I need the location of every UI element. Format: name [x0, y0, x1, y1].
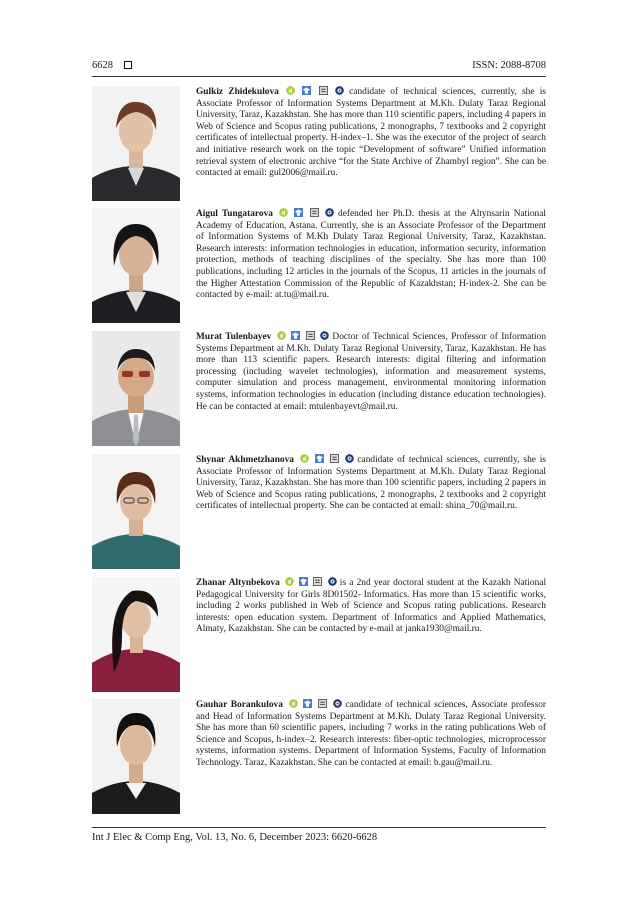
footer-rule — [92, 827, 546, 828]
publons-icon[interactable] — [333, 699, 342, 708]
bio-entry — [92, 699, 546, 814]
author-name: Gulkiz Zhidekulova — [196, 87, 279, 97]
author-photo — [92, 86, 180, 201]
scopus-icon[interactable] — [330, 454, 339, 463]
publons-icon[interactable] — [345, 454, 354, 463]
publons-icon[interactable] — [328, 577, 337, 586]
bio-entry — [92, 577, 546, 692]
issn: ISSN: 2088-8708 — [472, 60, 546, 71]
publons-icon[interactable] — [335, 86, 344, 95]
orcid-icon[interactable] — [277, 331, 286, 340]
scopus-icon[interactable] — [310, 208, 319, 217]
author-name: Zhanar Altynbekova — [196, 578, 280, 588]
scholar-icon[interactable] — [299, 577, 308, 586]
scholar-icon[interactable] — [294, 208, 303, 217]
author-photo — [92, 208, 180, 323]
author-photo — [92, 454, 180, 569]
bio-text — [196, 699, 546, 770]
author-name: Shynar Akhmetzhanova — [196, 455, 294, 465]
bio-description: candidate of technical sciences, currently, she is Associate Professor of Information Systems Department at M.Kh. Dulaty Taraz Regional University, Taraz, Kazakhstan. She has more than 110 scientific papers, including 4 papers in Web of Science and Scopus rating publications, 2 monographs, 7 textbooks and 2 copyright certificates of intellectual property. H-index–1. She was the executor of the project of search and initiative research work on the topic “Development of software” Unified information retrieval system of electronic archive “for the State Archive of Zhambyl region”. She can be contacted at email: gul2006@mail.ru. — [196, 87, 547, 179]
bio-entry — [92, 331, 546, 446]
scholar-icon[interactable] — [315, 454, 324, 463]
orcid-icon[interactable] — [286, 86, 295, 95]
author-photo — [92, 577, 180, 692]
bio-text — [196, 577, 546, 636]
author-name: Murat Tulenbayev — [196, 332, 272, 342]
bio-entry — [92, 208, 546, 323]
bio-description: candidate of technical sciences, currently, she is Associate Professor of Information Systems Department at M.Kh. Dulaty Taraz Regional University, Taraz, Kazakhstan. She has more than 100 scientific papers, including 2 papers in Web of Science and Scopus rating publications, 2 monographs, 2 textbooks and 2 copyright certificates of intellectual property. She can be contacted at email: shina_70@mail.ru. — [196, 455, 547, 512]
author-name: Aigul Tungatarova — [196, 209, 273, 219]
bio-description: candidate of technical sciences, Associate professor and Head of Information Systems Department at M.Kh. Dulaty Taraz Regional University. She has more than 60 scientific papers, including 7 works in the rating publications Web of Science and Scopus, h-index–2. Research interests: fiber-optic technologies, microprocessor systems, information systems. Department of Information Systems, Faculty of Information Technology. Taraz, Kazakhstan. She can be contacted at email: b.gau@mail.ru. — [196, 700, 547, 768]
header-rule — [92, 76, 546, 77]
orcid-icon[interactable] — [285, 577, 294, 586]
bio-entry — [92, 86, 546, 201]
orcid-icon[interactable] — [300, 454, 309, 463]
publons-icon[interactable] — [320, 331, 329, 340]
bio-entry — [92, 454, 546, 569]
bio-text — [196, 86, 546, 180]
scholar-icon[interactable] — [302, 86, 311, 95]
bio-text — [196, 208, 546, 302]
scopus-icon[interactable] — [319, 86, 328, 95]
author-photo — [92, 331, 180, 446]
page-header — [92, 60, 546, 76]
orcid-icon[interactable] — [279, 208, 288, 217]
bio-description: Doctor of Technical Sciences, Professor of Information Systems Department at M.Kh. Dulaty Taraz Regional University, Taraz, Kazakhstan. He has more than 113 scientific papers. Research interests: digital filtering and information processing (including wavelet technologies), information and measurement systems, computer simulation and process management, environmental monitoring information systems, information technologies in education (including distance education technologies). He can be contacted at email: mtulenbayevt@mail.ru. — [196, 332, 547, 412]
bio-description: defended her Ph.D. thesis at the Altynsarin National Academy of Education, Astana. Currently, she is an Associate Professor of the Department of Information Systems of M.Kh Dulaty Taraz Regional University, Taraz, Kazakhstan. Research interests: information technologies in education, information security, information protection, methods of teaching disciplines of the specialty. She has more than 100 publications, including 12 articles in the journals of the Scopus, 11 articles in the journals of the Higher Attestation Commission of the Republic of Kazakhstan; H-index-2. She can be contacted by e-mail: at.tu@mail.ru. — [196, 209, 547, 301]
bio-text — [196, 454, 546, 513]
scopus-icon[interactable] — [313, 577, 322, 586]
bio-description: is a 2nd year doctoral student at the Kazakh National Pedagogical University for Girls 8D01502- Informatics. Has more than 15 scientific works, including 2 works published in Web of Science and Scopus rating publications. Research interests: open education system. Department of Informatics and Applied Mathematics, Almaty, Kazakhstan. She can be contacted by e-mail at janka1930@mail.ru. — [196, 578, 547, 635]
author-photo — [92, 699, 180, 814]
author-name: Gauhar Borankulova — [196, 700, 283, 710]
orcid-icon[interactable] — [289, 699, 298, 708]
scopus-icon[interactable] — [318, 699, 327, 708]
scholar-icon[interactable] — [291, 331, 300, 340]
page-number: 6628 — [92, 60, 113, 71]
scholar-icon[interactable] — [303, 699, 312, 708]
bio-text — [196, 331, 546, 413]
journal-citation: Int J Elec & Comp Eng, Vol. 13, No. 6, December 2023: 6620-6628 — [92, 832, 378, 843]
square-icon — [124, 61, 132, 69]
scopus-icon[interactable] — [306, 331, 315, 340]
publons-icon[interactable] — [325, 208, 334, 217]
